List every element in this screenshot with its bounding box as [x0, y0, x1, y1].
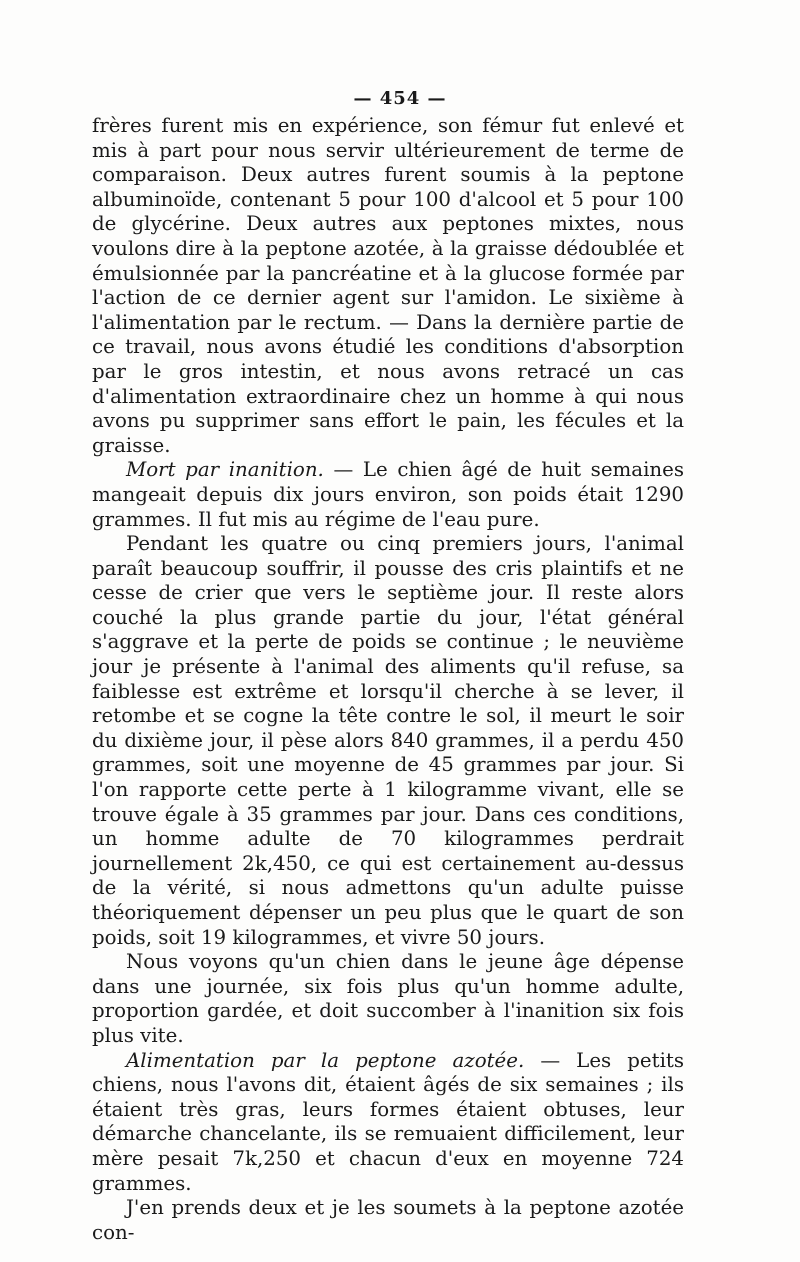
paragraph	[92, 950, 684, 1048]
paragraph	[92, 1049, 684, 1197]
paragraph-text: J'en prends deux et je les soumets à la peptone azotée con-	[92, 1196, 684, 1244]
paragraph	[92, 532, 684, 950]
paragraph-text: — Les petits chiens, nous l'avons dit, étaient âgés de six semaines ; ils étaient très gras, leurs formes étaient obtuses, leur démarche chancelante, ils se remuaient difficilement, leur mère pesait 7k,250 et chacun d'eux en moyenne 724 grammes.	[92, 1048, 684, 1195]
paragraph-text: — Le chien âgé de huit semaines mangeait depuis dix jours environ, son poids était 1290 grammes. Il fut mis au régime de l'eau pure.	[92, 458, 684, 531]
section-heading: Mort par inanition.	[126, 458, 324, 482]
paragraph	[92, 114, 684, 458]
paragraph-text: Nous voyons qu'un chien dans le jeune âge dépense dans une journée, six fois plus qu'un homme adulte, proportion gardée, et doit succomber à l'inanition six fois plus vite.	[92, 950, 684, 1047]
paragraph-text: Pendant les quatre ou cinq premiers jours, l'animal paraît beaucoup souffrir, il pousse des cris plaintifs et ne cesse de crier que vers le septième jour. Il reste alors couché la plus grande partie du jour, l'état général s'aggrave et la perte de poids se continue ; le neuvième jour je présente à l'animal des aliments qu'il refuse, sa faiblesse est extrême et lorsqu'il cherche à se lever, il retombe et se cogne la tête contre le sol, il meurt le soir du dixième jour, il pèse alors 840 grammes, il a perdu 450 grammes, soit une moyenne de 45 grammes par jour. Si l'on rapporte cette perte à 1 kilogramme vivant, elle se trouve égale à 35 grammes par jour. Dans ces conditions, un homme adulte de 70 kilogrammes perdrait journellement 2k,450, ce qui est certainement au-dessus de la vérité, si nous admettons qu'un adulte puisse théoriquement dépenser un peu plus que le quart de son poids, soit 19 kilogrammes, et vivre 50 jours.	[92, 532, 684, 949]
page-number: — 454 —	[353, 88, 447, 109]
body-text	[92, 114, 684, 1245]
section-heading: Alimentation par la peptone azotée.	[126, 1048, 525, 1072]
paragraph	[92, 458, 684, 532]
paragraph	[92, 1196, 684, 1245]
paragraph-text: frères furent mis en expérience, son fémur fut enlevé et mis à part pour nous servir ultérieurement de terme de comparaison. Deux autres furent soumis à la peptone albuminoïde, contenant 5 pour 100 d'alcool et 5 pour 100 de glycérine. Deux autres aux peptones mixtes, nous voulons dire à la peptone azotée, à la graisse dédoublée et émulsionnée par la pancréatine et à la glucose formée par l'action de ce dernier agent sur l'amidon. Le sixième à l'alimentation par le rectum. — Dans la dernière partie de ce travail, nous avons étudié les conditions d'absorption par le gros intestin, et nous avons retracé un cas d'alimentation extraordinaire chez un homme à qui nous avons pu supprimer sans effort le pain, les fécules et la graisse.	[92, 114, 684, 457]
